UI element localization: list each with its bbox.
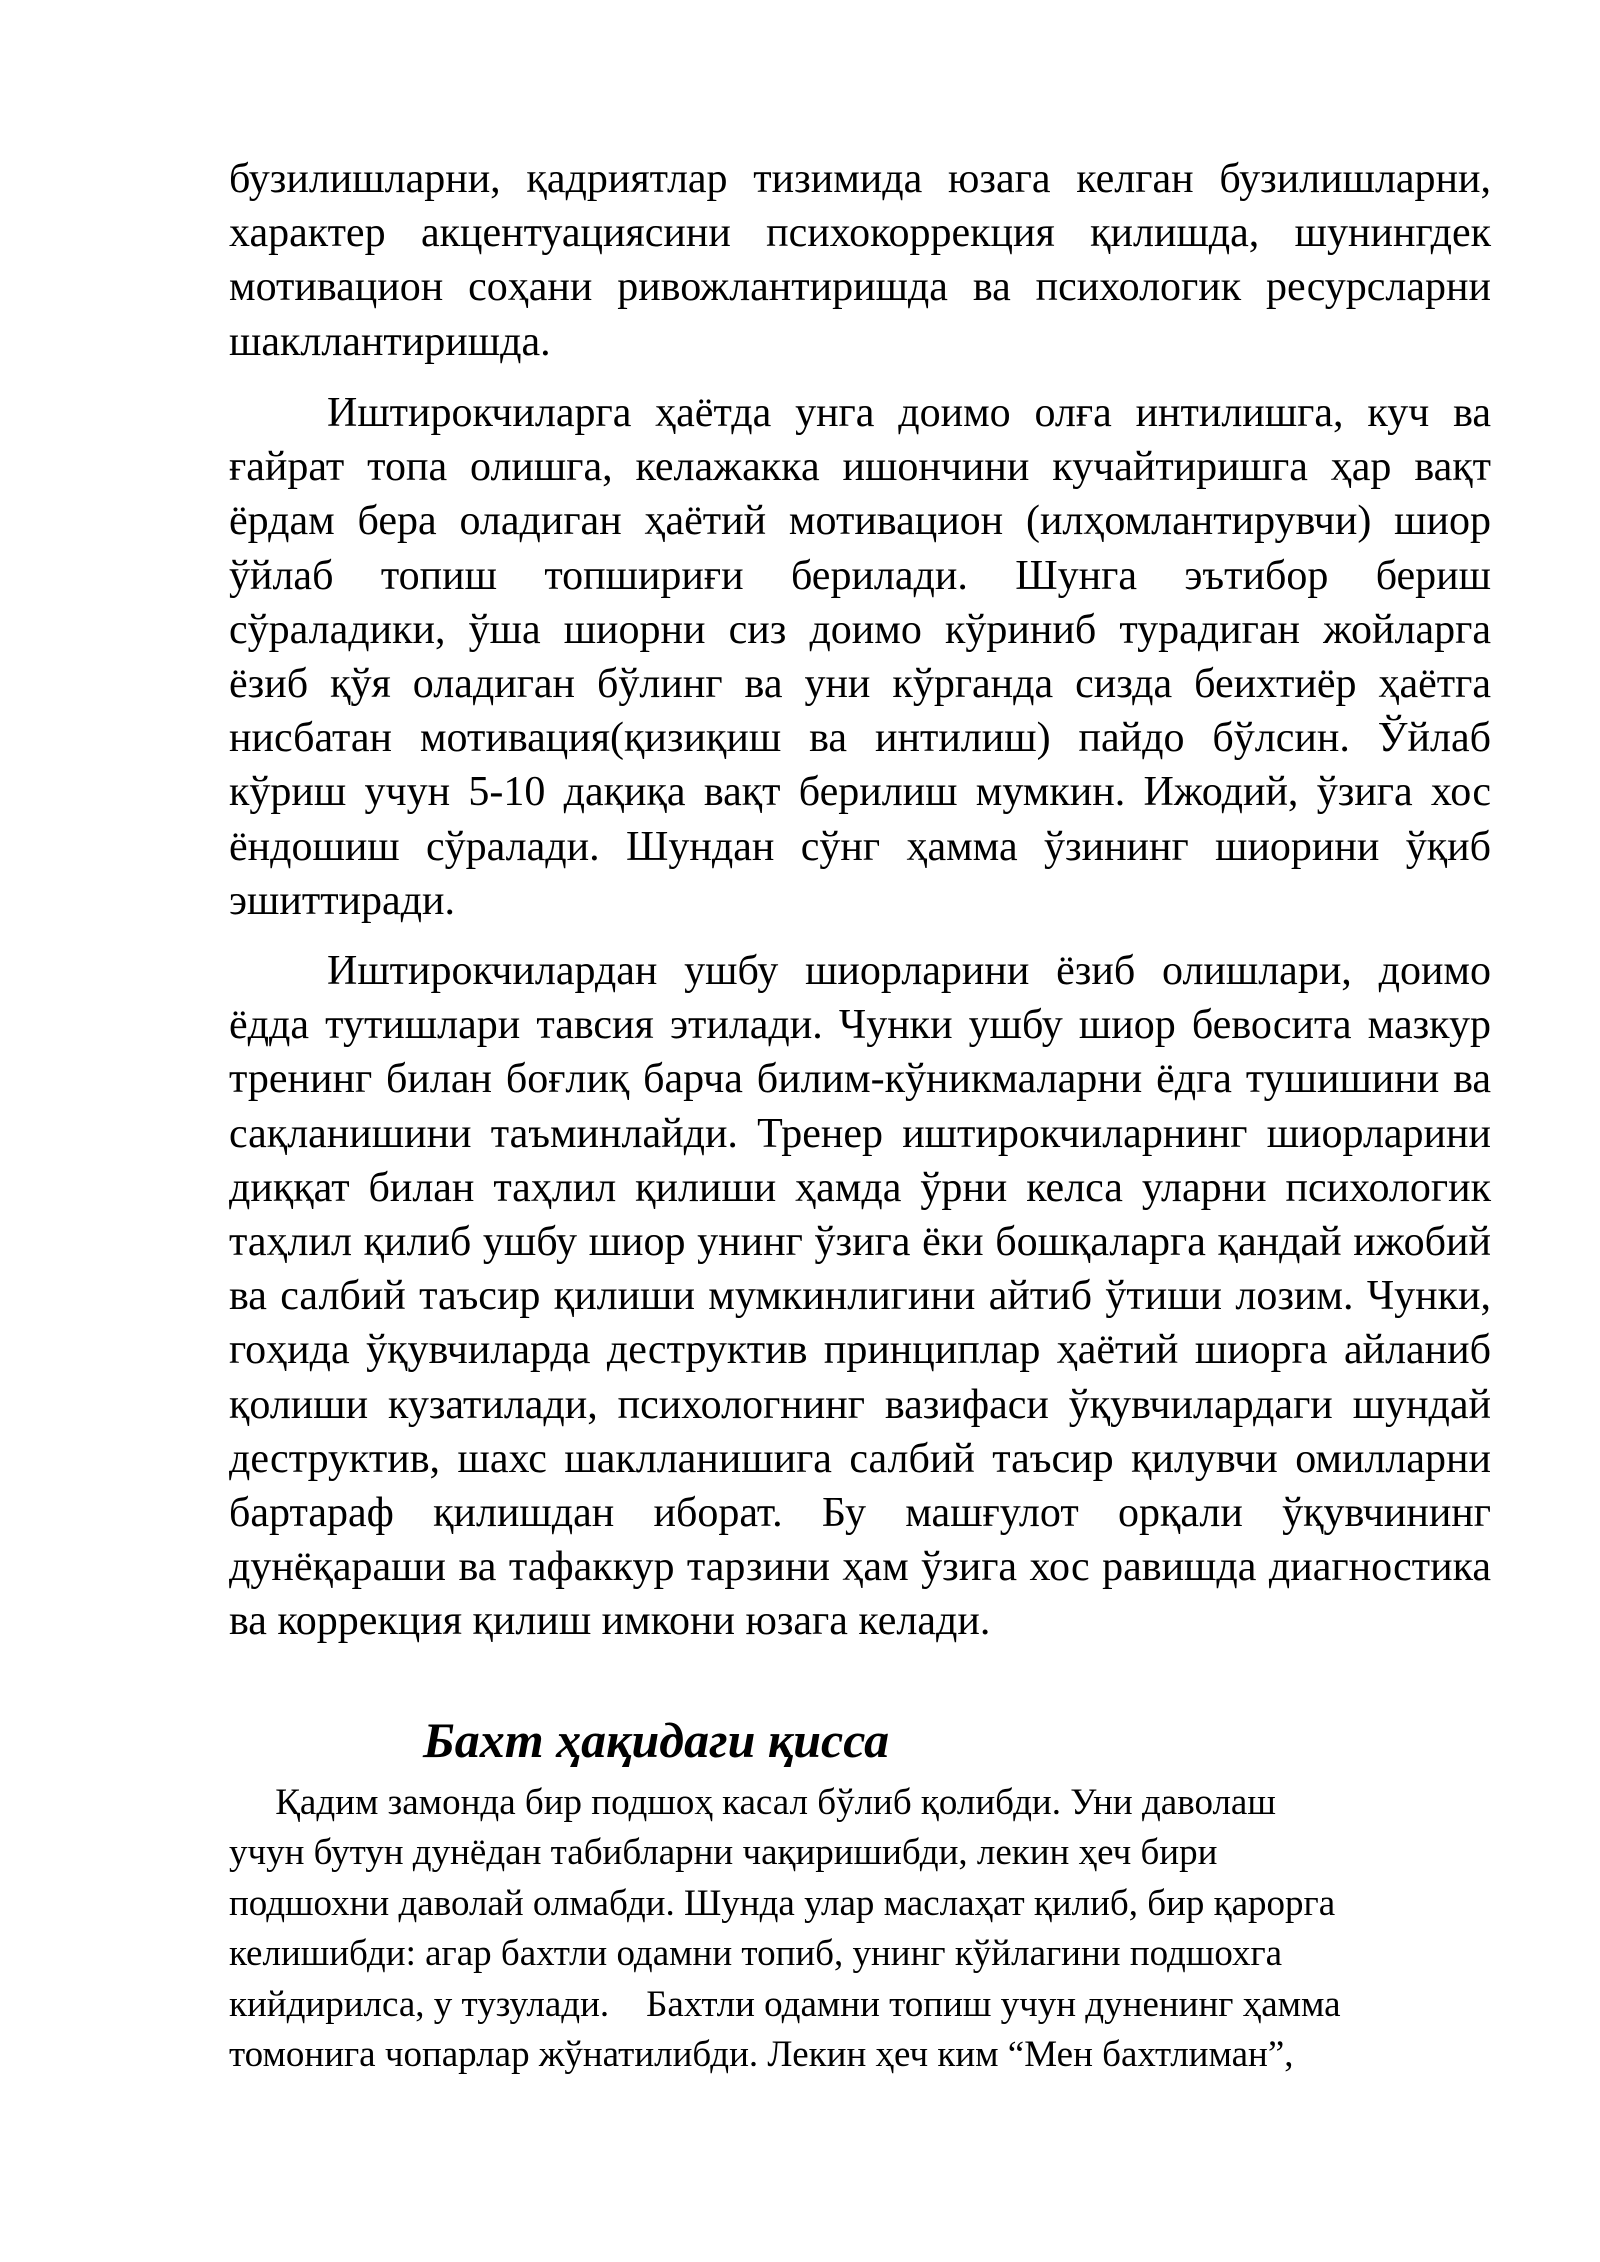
story-line: учун бутун дунёдан табибларни чақиришибди, лекин ҳеч бири: [229, 1832, 1218, 1874]
paragraph-3: Иштирокчилардан ушбу шиорларини ёзиб олишлари, доимо ёдда тутишлари тавсия этилади. Чунки ушбу шиор бевосита мазкур тренинг билан боғлиқ барча билим-кўникмаларни ёдга тушишини ва сақланишини таъминлайди. Тренер иштирокчиларнинг шиорларини диққат билан таҳлил қилиши ҳамда ўрни келса уларни психологик таҳлил қилиб ушбу шиор унинг ўзига ёки бошқаларга қандай ижобий ва салбий таъсир қилиши мумкинлигини айтиб ўтиши лозим. Чунки, гоҳида ўқувчиларда деструктив принциплар ҳаётий шиорга айланиб қолиши кузатилади, психологнинг вазифаси ўқувчилардаги шундай деструктив, шахс шаклланишига салбий таъсир қилувчи омилларни бартараф қилишдан иборат. Бу машғулот орқали ўқувчининг дунёқараши ва тафаккур тарзини ҳам ўзига хос равишда диагностика ва коррекция қилиш имкони юзага келади.: [229, 948, 1491, 1645]
story-text: [229, 1778, 1491, 2080]
paragraph-1: бузилишларни, қадриятлар тизимида юзага келган бузилишларни, характер акцентуациясини психокоррекция қилишда, шунингдек мотивацион соҳани ривожлантиришда ва психологик ресурсларни шакллантиришда.: [229, 156, 1491, 365]
story-line: томонига чопарлар жўнатилибди. Лекин ҳеч ким “Мен бахтлиман”,: [229, 2034, 1294, 2076]
story-line: подшохни даволай олмабди. Шунда улар маслаҳат қилиб, бир қарорга: [229, 1882, 1336, 1924]
paragraph-2: Иштирокчиларга ҳаётда унга доимо олға интилишга, куч ва ғайрат топа олишга, келажакка ишончини кучайтиришга ҳар вақт ёрдам бера оладиган ҳаётий мотивацион (илҳомлантирувчи) шиор ўйлаб топиш топшириғи берилади. Шунга эътибор бериш сўраладики, ўша шиорни сиз доимо кўриниб турадиган жойларга ёзиб қўя оладиган бўлинг ва уни кўрганда сизда беихтиёр ҳаётга нисбатан мотивация(қизиқиш ва интилиш) пайдо бўлсин. Ўйлаб кўриш учун 5-10 дақиқа вақт берилиш мумкин. Ижодий, ўзига хос ёндошиш сўралади. Шундан сўнг ҳамма ўзининг шиорини ўқиб эшиттиради.: [229, 390, 1491, 924]
story-line: кийдирилса, у тузулади. Бахтли одамни топиш учун дуненинг ҳамма: [229, 1983, 1341, 2025]
story-heading: Бахт ҳақидаги қисса: [423, 1712, 890, 1768]
story-line: Қадим замонда бир подшоҳ касал бўлиб қолибди. Уни даволаш: [229, 1782, 1276, 1823]
story-line: келишибди: агар бахтли одамни топиб, унинг кўйлагини подшохга: [229, 1933, 1283, 1975]
